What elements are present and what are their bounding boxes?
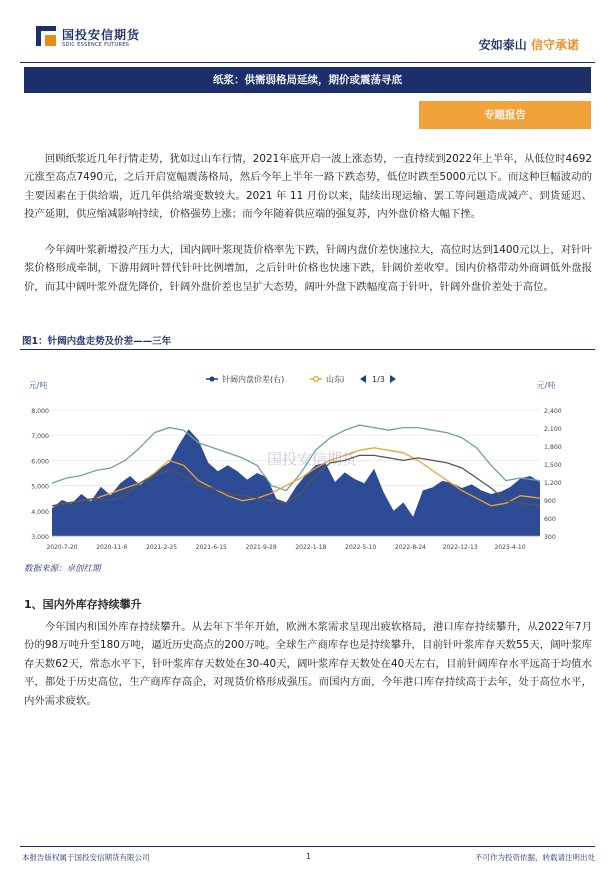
report-type-tag: 专题报告: [419, 101, 591, 129]
chart-legend: [206, 374, 396, 384]
figure-divider: [20, 349, 595, 350]
spread-area-series: [52, 429, 540, 536]
chart-watermark: 国投安信期货: [266, 450, 358, 468]
report-title: 纸浆：供需弱格局延续，期价或震荡寻底: [24, 67, 591, 93]
x-tick-label: 2020-7-20: [46, 544, 78, 551]
slogan-part1: 安如泰山: [478, 38, 527, 52]
page-number: 1: [306, 852, 311, 861]
paragraph-3: 今年国内和国外库存持续攀升。从去年下半年开始，欧洲木浆需求呈现出疲软格局，港口库存持续攀升，从2022年7月份的98万吨升至180万吨，逼近历史高点的200万吨。全球生产商库存也是持续攀升，目前针叶浆库存天数55天，阔叶浆库存天数62天，常态水平下，针叶浆库存天数处在30-40天，阔叶浆库存天数处在40天左右，目前针阔库存水平远高于均值水平，都处于历史高位，生产商库存高企，对现货价格形成强压。而国内方面，今年港口库存持续高于去年，处于高位水平，内外需求疲软。: [24, 621, 592, 707]
right-tick-label: 2,400: [544, 408, 562, 415]
legend-next-icon[interactable]: [390, 375, 396, 383]
left-tick-label: 7,000: [31, 433, 49, 441]
legend-page: 1/3: [372, 375, 385, 384]
left-tick-label: 4,000: [31, 508, 49, 516]
slogan: [479, 36, 579, 53]
legend-prev-icon[interactable]: [360, 375, 366, 383]
figure-title: 图1：针阔内盘走势及价差——三年: [22, 336, 172, 347]
right-tick-label: 900: [544, 498, 556, 505]
x-tick-label: 2021-6-15: [195, 544, 227, 551]
footer-disclaimer: 不可作为投资依据，转载请注明出处: [475, 853, 595, 862]
logo-text-en: SDIC ESSENCE FUTURES: [62, 42, 130, 48]
legend-label-spread: 针阔内盘价差(右): [222, 375, 285, 384]
right-tick-label: 300: [544, 534, 556, 541]
sdic-logo-icon: [36, 26, 56, 46]
slogan-part2: 信守承诺: [530, 38, 579, 52]
paragraph-1: 回顾纸浆近几年行情走势，犹如过山车行情，2021年底开启一波上涨态势，一直持续到2022年上半年，从低位时4692元涨至高点7490元，之后开启宽幅震荡格局，然后今年上半年一路下跌态势，低位时跌至5000元以下。而这种巨幅波动的主要因素在于供给端，近几年供给端变数较大。2021 年 11 月份以来，陆续出现运输、罢工等问题造成减产、到货延迟、投产延期，供应缩减影响持续，价格强势上涨；而今年随着供应端的强复苏，内外盘价格大幅下挫。: [24, 153, 592, 221]
x-tick-label: 2022-12-13: [442, 544, 478, 551]
x-tick-label: 2022-5-10: [345, 544, 377, 551]
left-tick-label: 6,000: [31, 458, 49, 466]
figure-source: 数据来源：卓创红期: [24, 564, 101, 574]
legend-dot-spread: [210, 377, 215, 382]
x-tick-label: 2021-2-25: [146, 544, 178, 551]
right-tick-label: 600: [544, 516, 556, 523]
footer-copyright: 本报告版权属于国投安信期货有限公司: [22, 853, 150, 862]
footer-divider: [20, 846, 595, 847]
x-tick-label: 2022-1-18: [295, 544, 327, 551]
right-tick-label: 1,200: [544, 480, 562, 487]
x-tick-label: 2021-9-28: [245, 544, 277, 551]
left-tick-label: 3,000: [31, 534, 49, 541]
spread-area-layer: [52, 429, 540, 536]
right-tick-label: 1,800: [544, 444, 562, 451]
price-spread-chart: [22, 360, 594, 556]
section-heading-1: 1、国内外库存持续攀升: [24, 598, 142, 611]
right-tick-label: 1,500: [544, 462, 562, 469]
x-tick-label: 2023-4-10: [494, 544, 526, 551]
right-tick-label: 2,100: [544, 426, 562, 433]
legend-dot-shandong: [314, 377, 319, 382]
right-axis-unit: 元/吨: [536, 381, 556, 390]
legend-label-shandong: 山东i: [326, 375, 345, 384]
left-axis-unit: 元/吨: [28, 381, 48, 390]
logo-text-cn: 国投安信期货: [62, 28, 141, 42]
left-tick-label: 8,000: [31, 408, 49, 415]
x-tick-label: 2020-11-6: [96, 544, 128, 551]
chart-container: [22, 360, 594, 556]
paragraph-2: 今年阔叶浆新增投产压力大，国内阔叶浆现货价格率先下跌，针阔内盘价差快速拉大，高位时达到1400元以上，对针叶浆价格形成牵制，下游用阔叶替代针叶比例增加，之后针叶价格也快速下跌，针阔价差收窄。国内价格带动外商调低外盘报价，而其中阔叶浆外盘先降价，针阔外盘价差也呈扩大态势，阔叶外盘下跌幅度高于针叶，针阔外盘价差处于高位。: [24, 244, 592, 293]
left-tick-label: 5,000: [31, 483, 49, 491]
x-tick-label: 2022-8-24: [394, 544, 426, 551]
header-divider: [20, 62, 595, 63]
